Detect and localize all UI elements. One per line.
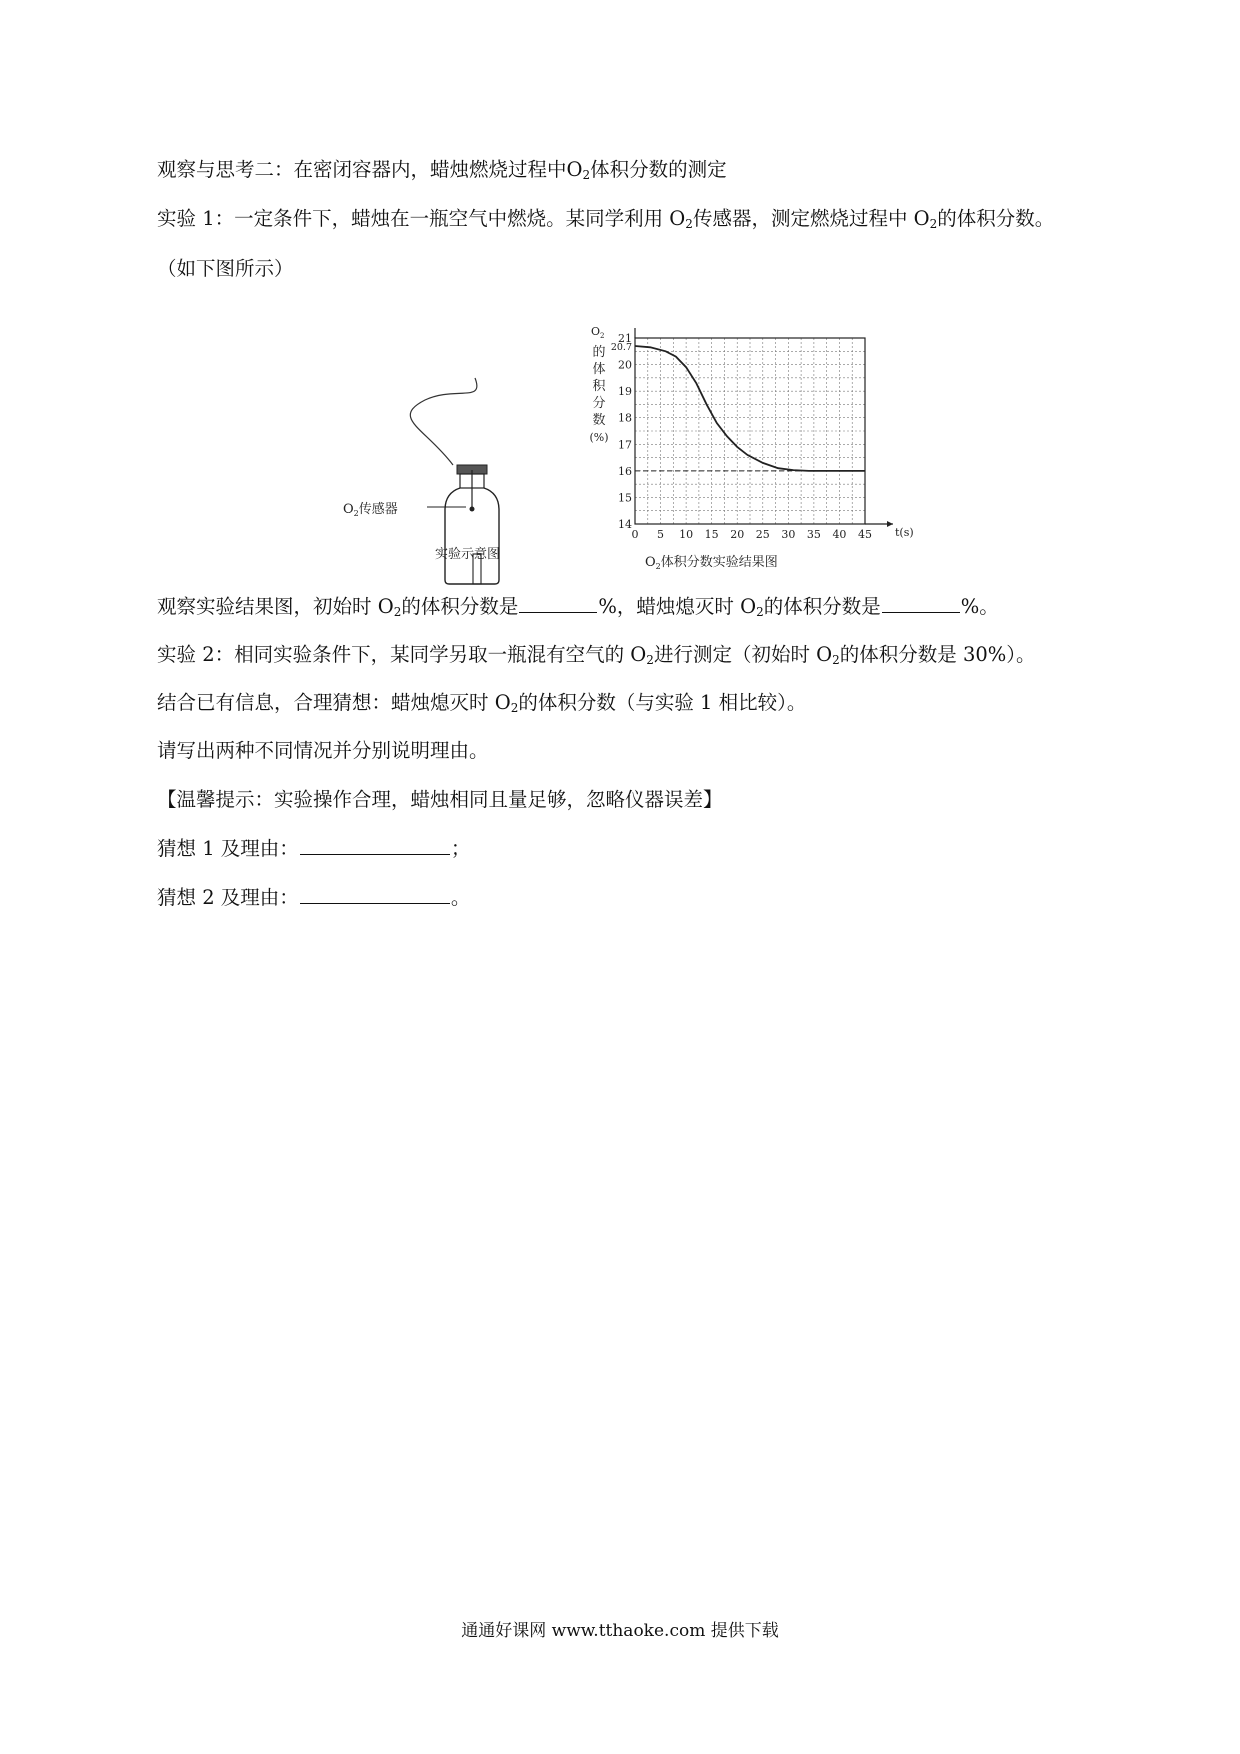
y-tick-label: 17 (618, 438, 632, 452)
o2-series-line (635, 346, 865, 471)
y-axis-label-char: 积 (592, 379, 606, 394)
sensor-tip (470, 507, 475, 512)
apparatus-diagram (343, 378, 500, 584)
apparatus-caption: 实验示意图 (435, 547, 501, 562)
answer-blank-guess-1[interactable] (300, 834, 450, 855)
o2-chart (589, 325, 913, 571)
guess-1: 猜想 1 及理由： ； (157, 834, 470, 863)
x-tick-label: 0 (631, 528, 639, 541)
x-tick-label: 40 (832, 528, 847, 541)
x-axis-arrowhead (887, 521, 893, 527)
figure-note: （如下图所示） (157, 257, 294, 280)
x-tick-label: 30 (781, 528, 796, 541)
y-axis-label-char: 分 (592, 396, 606, 411)
y-tick-label: 20.7 (610, 341, 632, 353)
question-1: 观察实验结果图，初始时 $O_2$的体积分数是 %，蜡烛熄灭时 $O_2$的体积分数是 %。 (157, 592, 999, 621)
experiment-1-text: 实验 1：一定条件下，蜡烛在一瓶空气中燃烧。某同学利用 $O_2$传感器，测定燃烧过程中 $O_2$的体积分数。 (157, 207, 1055, 231)
y-axis-label (589, 345, 608, 444)
x-tick-label: 10 (679, 528, 694, 541)
y-axis-label-char: 数 (592, 413, 606, 428)
sensor-wire (410, 378, 477, 465)
y-tick-label: 21 (618, 332, 632, 345)
guess-2: 猜想 2 及理由： 。 (157, 883, 470, 912)
request-text: 请写出两种不同情况并分别说明理由。 (157, 739, 489, 762)
y-tick-label: 14 (618, 518, 632, 531)
x-tick-label: 20 (730, 528, 745, 541)
answer-blank-guess-2[interactable] (300, 883, 450, 904)
chart-caption: $O_2$体积分数实验结果图 (645, 555, 778, 571)
x-axis-label: t(s) (895, 526, 914, 539)
y-axis-title-o2: $O_2$ (591, 325, 605, 340)
x-tick-label: 5 (657, 528, 665, 541)
experiment-2-text: 实验 2：相同实验条件下，某同学另取一瓶混有空气的 $O_2$进行测定（初始时 $O_2$的体积分数是 30%）。 (157, 643, 1036, 667)
sensor-label: $O_2$传感器 (343, 502, 398, 518)
y-tick-label: 18 (618, 411, 632, 425)
y-tick-label: 19 (618, 385, 632, 399)
combine-text: 结合已有信息，合理猜想：蜡烛熄灭时 $O_2$的体积分数（与实验 1 相比较）。 (157, 691, 807, 715)
answer-blank-final[interactable] (882, 592, 960, 613)
section-heading: 观察与思考二：在密闭容器内，蜡烛燃烧过程中$O_2$体积分数的测定 (157, 158, 727, 182)
answer-blank-initial[interactable] (519, 592, 597, 613)
x-tick-label: 15 (704, 528, 719, 541)
tip-text: 【温馨提示：实验操作合理，蜡烛相同且量足够，忽略仪器误差】 (157, 788, 723, 811)
page-footer: 通通好课网 www.tthaoke.com 提供下载 (461, 1621, 779, 1641)
y-axis-unit: (%) (589, 431, 609, 444)
x-tick-label: 35 (806, 528, 821, 541)
x-tick-label: 45 (858, 528, 872, 541)
chart-grid (635, 328, 893, 527)
experiment-figure (343, 318, 915, 578)
x-tick-label: 25 (755, 528, 770, 541)
y-tick-label: 15 (618, 491, 632, 505)
y-tick-label: 20 (618, 358, 632, 372)
y-tick-label: 16 (618, 464, 632, 478)
y-axis-label-char: 的 (592, 345, 606, 360)
y-axis-label-char: 体 (592, 362, 606, 377)
